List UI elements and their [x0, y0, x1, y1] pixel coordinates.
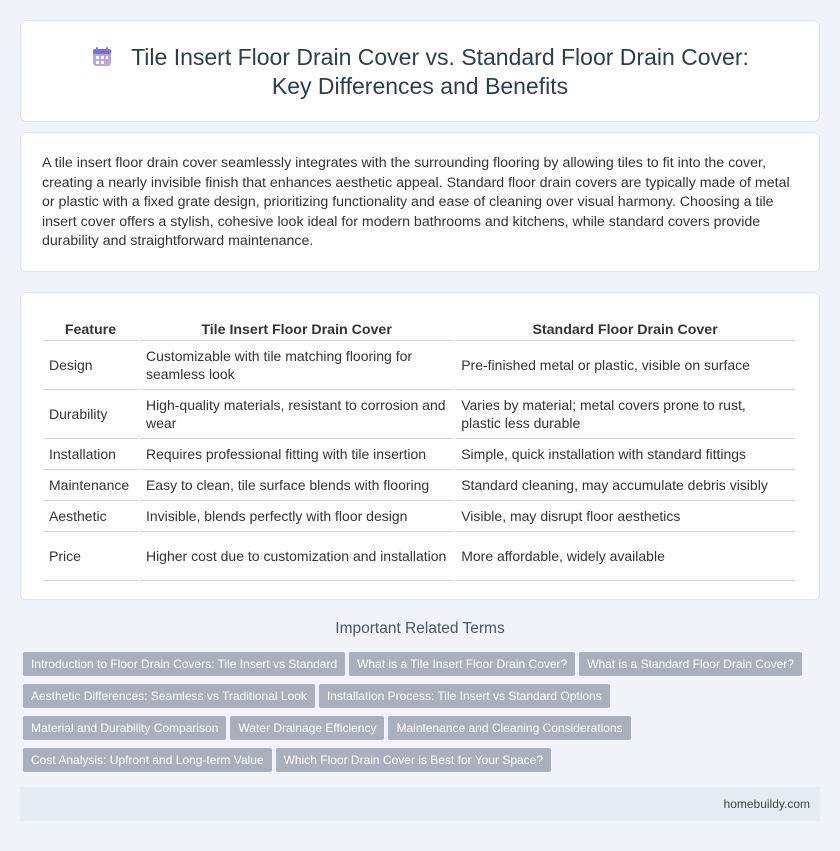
row-standard-value: Simple, quick installation with standard fittings	[455, 439, 795, 470]
row-standard-value: More affordable, widely available	[455, 532, 795, 581]
row-tile-insert-value: Easy to clean, tile surface blends with flooring	[140, 470, 453, 501]
comparison-table	[41, 313, 797, 581]
row-tile-insert-value: Higher cost due to customization and installation	[140, 532, 453, 581]
related-term-tag[interactable]: Cost Analysis: Upfront and Long-term Value	[23, 748, 272, 772]
row-standard-value: Varies by material; metal covers prone to rust, plastic less durable	[455, 390, 795, 439]
row-tile-insert-value: High-quality materials, resistant to corrosion and wear	[140, 390, 453, 439]
related-terms-tags	[23, 652, 823, 780]
row-standard-value: Standard cleaning, may accumulate debris visibly	[455, 470, 795, 501]
row-feature: Maintenance	[43, 470, 138, 501]
table-row	[43, 532, 795, 581]
page-title: Tile Insert Floor Drain Cover vs. Standard Floor Drain Cover: Key Differences and Benefits	[131, 44, 749, 99]
row-tile-insert-value: Requires professional fitting with tile insertion	[140, 439, 453, 470]
row-feature: Durability	[43, 390, 138, 439]
related-term-tag[interactable]: Material and Durability Comparison	[23, 716, 226, 740]
table-row	[43, 470, 795, 501]
table-row	[43, 439, 795, 470]
row-feature: Installation	[43, 439, 138, 470]
row-standard-value: Pre-finished metal or plastic, visible on surface	[455, 341, 795, 390]
page-title-row	[21, 21, 819, 101]
header-standard: Standard Floor Drain Cover	[455, 313, 795, 341]
related-term-tag[interactable]: Aesthetic Differences: Seamless vs Traditional Look	[23, 684, 315, 708]
related-term-tag[interactable]: Water Drainage Efficiency	[230, 716, 384, 740]
related-term-tag[interactable]: Installation Process: Tile Insert vs Standard Options	[319, 684, 610, 708]
table-row	[43, 390, 795, 439]
related-term-tag[interactable]: What is a Tile Insert Floor Drain Cover?	[349, 652, 575, 676]
related-term-tag[interactable]: What is a Standard Floor Drain Cover?	[579, 652, 802, 676]
intro-paragraph: A tile insert floor drain cover seamlessly integrates with the surrounding flooring by allowing tiles to fit into the cover, creating a nearly invisible finish that enhances aesthetic appeal. Standard floor drain covers are typically made of metal or plastic with a fixed grate design, prioritizing functionality and ease of cleaning over visual harmony. Choosing a tile insert cover offers a stylish, cohesive look ideal for modern bathrooms and kitchens, while standard covers provide durability and straightforward maintenance.	[42, 155, 790, 249]
table-row	[43, 501, 795, 532]
related-term-tag[interactable]: Maintenance and Cleaning Considerations	[388, 716, 630, 740]
comparison-card	[20, 292, 820, 600]
header-tile-insert: Tile Insert Floor Drain Cover	[140, 313, 453, 341]
row-feature: Price	[43, 532, 138, 581]
footer-site-link[interactable]: homebuildy.com	[723, 797, 810, 811]
table-header-row	[43, 313, 795, 341]
related-term-tag[interactable]: Which Floor Drain Cover is Best for Your Space?	[276, 748, 551, 772]
row-feature: Aesthetic	[43, 501, 138, 532]
row-tile-insert-value: Invisible, blends perfectly with floor design	[140, 501, 453, 532]
row-feature: Design	[43, 341, 138, 390]
intro-card	[20, 132, 820, 272]
row-standard-value: Visible, may disrupt floor aesthetics	[455, 501, 795, 532]
related-term-tag[interactable]: Introduction to Floor Drain Covers: Tile Insert vs Standard	[23, 652, 345, 676]
footer	[20, 787, 820, 821]
calendar-icon	[91, 46, 113, 68]
table-row	[43, 341, 795, 390]
header-feature: Feature	[43, 313, 138, 341]
row-tile-insert-value: Customizable with tile matching flooring for seamless look	[140, 341, 453, 390]
title-card	[20, 20, 820, 122]
related-terms-title: Important Related Terms	[335, 620, 505, 637]
